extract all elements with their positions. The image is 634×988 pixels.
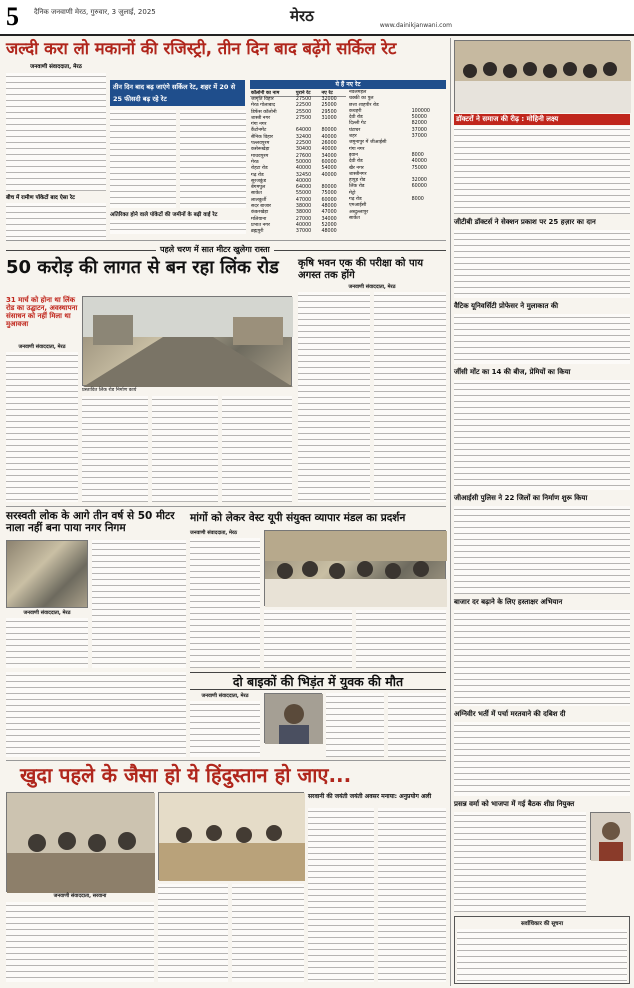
lead-byline: जनवाणी संवाददाता, मेरठ [30,64,82,70]
photo-stage [158,792,304,880]
rates-row [250,210,346,216]
lead-col1 [6,62,106,232]
right-s5-text [454,506,630,594]
right-s4-headline: जींसी मोंट का 14 की बीज, प्रेमियों का किया [454,368,571,376]
story5-byline: जनवाणी संवाददाता, मेरठ [190,530,237,536]
rates-cell: सैनिक विहार [251,134,274,140]
rates-cell: 50000 [411,115,427,121]
rates-cell: 52000 [321,222,337,228]
rates-table [250,90,446,238]
rates-row [250,217,346,223]
rates-cell: प्रभात नगर [251,222,270,228]
rates-cell: लालकुर्ती [251,197,267,203]
story6-col1 [190,701,260,757]
right-s2-headline: जीटीबी डॉक्टर्स ने सेक्शन प्रकाश पर 25 हज़ार का दान [454,218,596,226]
story6-col3 [388,693,446,757]
story3-byline: जनवाणी संवाददाता, मेरठ [348,284,396,290]
rates-cell: मलियाना [251,216,267,222]
notice-box [454,916,630,984]
rates-cell: रोहटा रोड [251,166,268,172]
rates-cell: 40000 [295,178,312,184]
story7-col4 [308,808,374,982]
rates-cell: छत्ता शाहपीर रोड [349,102,379,108]
story2-col3 [152,396,218,502]
rates-cell: 25500 [295,109,312,115]
story7-col1 [6,902,154,982]
right-s8-text [454,812,586,912]
rates-cell: इवान [349,152,358,158]
right-s6-text [454,610,630,706]
rates-cell: 47000 [321,210,337,216]
story7-kicker: सरवानी की जयंती जयंती अवसर मनाया: अनुप्रयोग अली [308,793,432,800]
rates-cell: 40000 [321,147,337,153]
rates-header-cell: कॉलोनी का नाम [250,90,295,97]
story5-col2 [264,610,352,668]
photo-portrait [590,812,630,860]
photo-drain [6,540,88,608]
victim-photo-illustration [265,694,323,744]
rates-cell: गंगा नगर [251,122,267,128]
rates-table-left [250,90,346,236]
rates-cell: 26000 [321,141,337,147]
rates-cell: 64000 [295,185,312,191]
banner-line2: 25 फीसदी बढ़ रहे रेट [113,95,167,103]
rates-row [250,229,346,235]
rates-cell: 40000 [411,159,427,165]
photo-victim [264,693,322,743]
protest-photo-illustration [265,531,447,607]
rates-cell: 80000 [321,185,337,191]
rates-cell: 8000 [411,197,424,203]
rates-cell: 50000 [295,159,312,165]
rates-cell: हापुड़ रोड [349,178,366,184]
story2-kicker: पहले चरण में सात मीटर खुलेगा रास्ता [156,244,274,255]
rates-cell: दिल्ली गेट [349,121,367,127]
rates-cell: अब्दुल्लापुर [349,209,369,215]
rates-cell: 60000 [321,159,337,165]
rates-cell: 38000 [295,210,312,216]
lead-sub2: अतिरिक्त होने वाले पॉकेटों की जमीनों के बढ़ी वाई रेट [110,212,218,218]
right-s6-headline: बाजार दर बढ़ाने के लिए हस्ताक्षर अभियान [454,598,563,606]
rates-cell: 37000 [411,134,427,140]
banner-line1: तीन दिन बाद बढ़ जाएंगे सर्किल रेट, शहर में 20 से [113,83,236,91]
rates-header-cell: नए रेट [320,90,346,97]
story5-col3 [356,610,446,668]
story3-headline: कृषि भवन एक की परीक्षा को पाय अगस्त तक होंगे [298,258,424,281]
story7-col3 [232,884,304,982]
rates-row [250,166,346,172]
rates-cell: मेट्रो [349,190,356,196]
rates-cell: माधवपुरम [251,153,269,159]
rates-cell: 22500 [295,103,312,109]
photo1-caption: प्रस्तावित लिंक रोड निर्माण कार्य [82,388,137,393]
story4-col-end [6,672,186,757]
event-photo-illustration [7,793,155,893]
photo-doctors [454,40,630,112]
rates-cell: 27500 [295,97,312,102]
story2-byline: जनवाणी संवाददाता, मेरठ [18,344,66,350]
road-photo-illustration [83,297,293,387]
section-city: मेरठ [290,7,314,25]
rates-cell: 32450 [295,172,312,178]
rates-cell: कैंटोनमेंट [251,128,267,134]
story4-headline: सरस्वती लोक के आगे तीन वर्ष से 50 मीटर नाला नहीं बना पाया नगर निगम [6,510,175,535]
rates-cell: मेरठ [251,159,259,165]
rates-cell: जमुनापुर में जीआईसी [349,140,387,146]
rates-cell: गढ़ रोड [251,172,264,178]
rates-cell: 82000 [411,121,427,127]
rates-header-row [250,90,346,97]
rates-cell: शास्त्रीनगर [349,171,367,177]
rates-cell [411,216,443,222]
rates-cell: नवलमहल [349,90,367,95]
rates-cell: खैर नगर [349,165,364,171]
rates-cell: गंगा नगर [349,146,365,152]
banner-box [110,80,245,106]
rates-cell: कसेरूखेड़ा [251,147,270,153]
story6-headline: दो बाइकों की भिड़ंत में युवक की मौत [232,674,404,689]
rates-cell: जागृति विहार [251,97,274,102]
story7-byline: जनवाणी संवाददाता, सरवाना [53,893,107,899]
rates-cell: लिंक रोड [349,184,365,190]
rates-cell: सदर बाजार [251,204,272,210]
rates-cell: 60000 [411,184,427,190]
lead-headline: जल्दी करा लो मकानों की रजिस्ट्री, तीन दिन बाद बढ़ेंगे सर्किल रेट [6,39,397,58]
rates-cell: कंकरखेड़ा [251,210,269,216]
photo-link-road [82,296,292,386]
rates-header-cell: पुराने रेट [295,90,321,97]
right-s1-text [454,126,630,214]
rates-cell: 64000 [295,128,312,134]
rates-cell: शहर [349,134,357,140]
rates-row [250,103,346,109]
photo-protest [264,530,446,606]
rates-table-right [348,90,446,222]
rates-cell: 37000 [295,229,312,235]
story3-col1 [298,292,370,502]
rates-cell: 100000 [411,108,430,114]
rates-cell: घंटाघर [349,127,361,133]
rates-row [250,110,346,116]
rates-cell: 55000 [295,191,312,197]
rates-cell: चक्की का पुल [349,96,374,102]
rates-cell: साकेत [349,215,360,221]
page-header [0,0,634,36]
rates-cell: 31000 [321,115,337,121]
story7-headline: खुदा पहले के जैसा हो ये हिंदुस्तान हो जाए... [20,763,352,787]
story5-col1 [190,538,260,668]
rates-cell: ब्रह्मपुरी [251,229,264,235]
right-s5-headline: जीआईसी पुलिस ने 22 जिलों का निर्माण शुरू किया [454,494,588,502]
rates-cell: मेरठ गोलाबाद [251,103,276,109]
rates-cell: 40000 [321,172,337,178]
rates-cell: देवी रोड [349,115,363,121]
right-s9-headline: सर्वाधिकार की सूचना [520,921,564,927]
right-s8-headline: प्रसन्न वर्मा को भाजपा में गई बैठक शीघ्र नियुक्त [454,800,575,808]
rates-cell: 32000 [411,178,427,184]
story7-col5 [378,808,446,982]
story2-kicker-bar [6,244,446,256]
rates-cell [443,216,446,222]
rates-cell: 29500 [321,109,337,115]
story7-col2 [158,884,228,982]
website-link[interactable]: www.dainikjanwani.com [379,22,452,29]
rates-cell: देवी रोड [349,159,363,165]
portrait-illustration [591,813,631,861]
right-s3-text [454,314,630,364]
rates-cell: 34000 [321,153,337,159]
rates-cell: 40000 [321,134,337,140]
story4-col1 [6,618,88,668]
right-s7-headline: अग्निवीर भर्ती में पर्चा मरतवाने की दबिश दी [454,710,566,718]
rates-row [250,128,346,134]
rates-cell: बेगमपुल [251,185,266,191]
doctors-photo-illustration [455,41,631,113]
story5-headline: मांगों को लेकर वेस्ट यूपी संयुक्त व्यापार मंडल का प्रदर्शन [190,512,406,524]
rates-cell: 32400 [295,134,312,140]
story4-col2 [92,540,186,668]
rates-cell: शास्त्री नगर [251,115,271,121]
rates-cell: 8000 [411,152,424,158]
rates-cell: 80000 [321,128,337,134]
lead-col2 [110,110,176,208]
rates-cell: 38000 [295,204,312,210]
story6-byline: जनवाणी संवाददाता, मेरठ [201,693,249,699]
rates-cell: 22500 [295,141,312,147]
rates-cell: 34000 [321,216,337,222]
rates-cell: 48000 [321,204,337,210]
story2-headline: 50 करोड़ की लागत से बन रहा लिंक रोड [6,257,279,278]
rates-cell: 40000 [295,166,312,172]
rates-cell: कचहरी [349,108,362,114]
stage-photo-illustration [159,793,305,881]
photo-event [6,792,154,892]
rates-row [250,147,346,153]
story6-col2 [326,693,384,757]
right-s3-headline: वैटिक यूनिवर्सिटी प्रोफेसर ने मुलाकात की [454,302,559,310]
story4-byline: जनवाणी संवाददाता, मेरठ [23,610,71,616]
rates-cell: 27000 [295,216,312,222]
rates-cell: 47000 [295,197,312,203]
rates-cell: पल्लवपुरम [251,141,270,147]
rates-cell: साकेत [251,191,262,197]
story6-head-bar [190,672,446,690]
story2-col1 [6,352,78,502]
rates-cell: 27600 [295,153,312,159]
story3-col2 [374,292,446,502]
rates-cell: एमआईसी [349,203,367,209]
story2-col2 [82,396,148,502]
rates-cell: 75000 [321,191,337,197]
right-s2-text [454,230,630,298]
story2-col4 [222,396,292,502]
rates-cell: 30400 [295,147,312,153]
lead-sub1: बीच में रामीण पॉकेटों बाद ऐसा रेट [6,195,75,201]
right-s4-text [454,380,630,490]
rates-cell: डिफेंस कॉलोनी [251,109,277,115]
rates-title: ये हैं नए रेट [250,80,446,89]
rates-cell: 37000 [411,127,427,133]
rates-cell: 40000 [295,222,312,228]
rates-cell: 25000 [321,103,337,109]
rates-cell: गढ़ रोड [349,197,362,203]
story2-deck: 31 मार्च को होना था लिंक रोड का उद्घाटन, अवस्थापना संसाधन को नहीं मिला था मुआवजा [6,296,78,329]
lead-col3 [180,110,246,208]
rates-cell: 48000 [321,229,337,235]
dateline: दैनिक जनवाणी मेरठ, गुरुवार, 3 जुलाई, 2025 [34,8,156,16]
right-s7-text [454,722,630,796]
rates-cell: 27500 [295,115,312,121]
rates-cell: 75000 [411,165,427,171]
rates-cell: 32000 [321,97,337,102]
right-s1-headline: डॉक्टरों ने समाज की रीढ़ : मोहिनी लक्ष्य [454,114,630,125]
rates-cell: सूरजकुंड [251,178,267,184]
page-number: 5 [6,2,19,31]
rates-cell: 54000 [321,166,337,172]
rates-cell: 60000 [321,197,337,203]
rates-row [348,216,446,222]
lead-col-end [110,220,246,234]
